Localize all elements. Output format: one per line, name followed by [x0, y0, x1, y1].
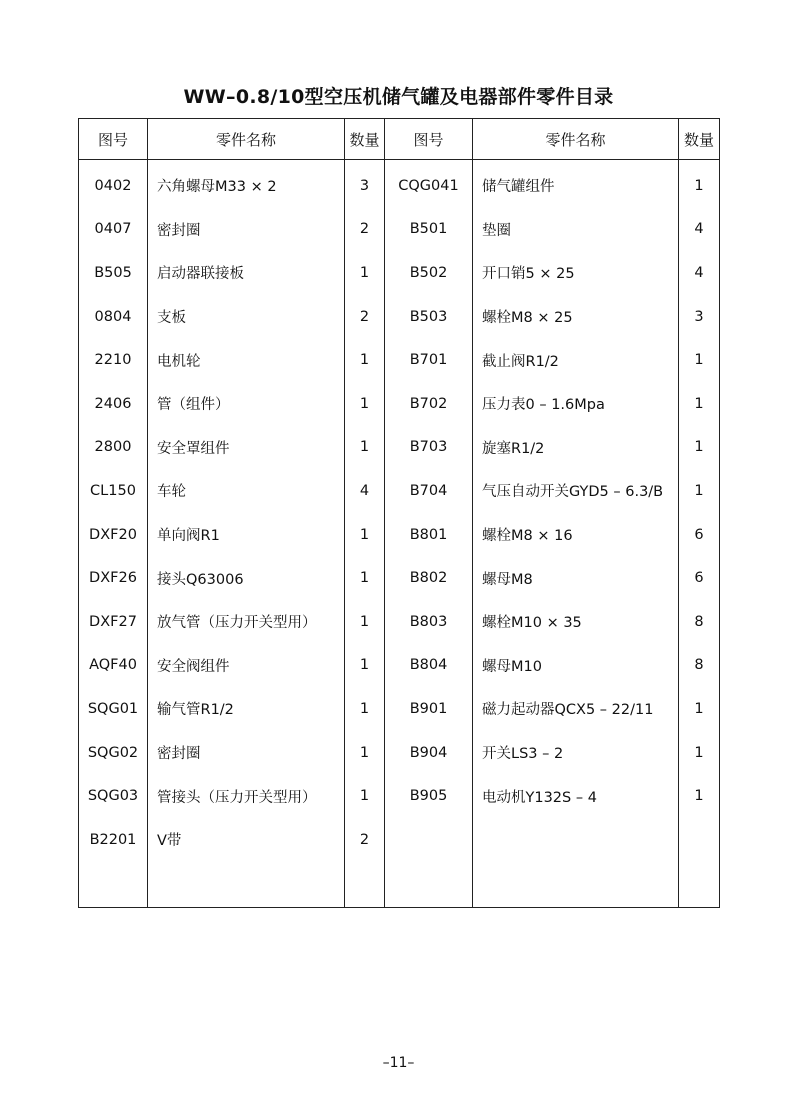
- left-part-qty: 1: [345, 600, 385, 644]
- left-part-code: 2210: [79, 338, 148, 382]
- right-part-qty: 8: [679, 644, 720, 688]
- left-part-qty: 1: [345, 251, 385, 295]
- left-part-qty: 1: [345, 426, 385, 470]
- left-part-name: 接头Q63006: [148, 556, 345, 600]
- header-qty-right: 数量: [679, 119, 720, 160]
- left-part-name: 支板: [148, 295, 345, 339]
- left-part-qty: 1: [345, 774, 385, 818]
- right-part-code: CQG041: [385, 160, 473, 208]
- right-part-name: 气压自动开关GYD5 – 6.3/B: [473, 469, 679, 513]
- right-part-name: 储气罐组件: [473, 160, 679, 208]
- table-row: [79, 774, 720, 818]
- filler-cell: [385, 862, 473, 908]
- filler-cell: [148, 862, 345, 908]
- right-part-code: B502: [385, 251, 473, 295]
- left-part-name: 放气管（压力开关型用）: [148, 600, 345, 644]
- filler-row: [79, 862, 720, 908]
- left-part-code: DXF20: [79, 513, 148, 557]
- left-part-qty: 1: [345, 338, 385, 382]
- right-part-qty: 1: [679, 469, 720, 513]
- left-part-name: 六角螺母M33 × 2: [148, 160, 345, 208]
- left-part-name: 单向阀R1: [148, 513, 345, 557]
- left-part-qty: 4: [345, 469, 385, 513]
- left-part-name: V带: [148, 818, 345, 862]
- parts-body: [79, 160, 720, 908]
- left-part-code: AQF40: [79, 644, 148, 688]
- right-part-name: 截止阀R1/2: [473, 338, 679, 382]
- header-code-right: 图号: [385, 119, 473, 160]
- right-part-name: 螺栓M10 × 35: [473, 600, 679, 644]
- right-part-qty: 1: [679, 382, 720, 426]
- right-part-name: 螺母M8: [473, 556, 679, 600]
- header-row: [79, 119, 720, 160]
- right-part-name: 螺栓M8 × 25: [473, 295, 679, 339]
- right-part-name: 螺栓M8 × 16: [473, 513, 679, 557]
- left-part-name: 电机轮: [148, 338, 345, 382]
- right-part-qty: 6: [679, 556, 720, 600]
- left-part-qty: 1: [345, 687, 385, 731]
- right-part-qty: 6: [679, 513, 720, 557]
- page-number: –11–: [382, 1055, 415, 1071]
- left-part-code: DXF26: [79, 556, 148, 600]
- parts-table: [78, 118, 720, 908]
- left-part-code: SQG02: [79, 731, 148, 775]
- table-row: [79, 208, 720, 252]
- right-part-qty: 3: [679, 295, 720, 339]
- left-part-code: SQG01: [79, 687, 148, 731]
- right-part-code: B501: [385, 208, 473, 252]
- filler-cell: [679, 862, 720, 908]
- left-part-qty: 2: [345, 208, 385, 252]
- table-row: [79, 818, 720, 862]
- right-part-code: B701: [385, 338, 473, 382]
- right-part-code: B702: [385, 382, 473, 426]
- left-part-code: SQG03: [79, 774, 148, 818]
- left-part-qty: 1: [345, 513, 385, 557]
- right-part-name: 垫圈: [473, 208, 679, 252]
- table-row: [79, 731, 720, 775]
- right-part-name: [473, 818, 679, 862]
- right-part-code: [385, 818, 473, 862]
- right-part-qty: 8: [679, 600, 720, 644]
- right-part-name: 旋塞R1/2: [473, 426, 679, 470]
- table-row: [79, 426, 720, 470]
- left-part-code: 0402: [79, 160, 148, 208]
- right-part-code: B803: [385, 600, 473, 644]
- left-part-qty: 1: [345, 382, 385, 426]
- right-part-qty: 1: [679, 687, 720, 731]
- left-part-code: 0804: [79, 295, 148, 339]
- left-part-code: B505: [79, 251, 148, 295]
- left-part-qty: 1: [345, 731, 385, 775]
- document-title: WW–0.8/10型空压机储气罐及电器部件零件目录: [183, 86, 614, 108]
- right-part-qty: 1: [679, 774, 720, 818]
- right-part-code: B804: [385, 644, 473, 688]
- right-part-qty: [679, 818, 720, 862]
- right-part-qty: 4: [679, 208, 720, 252]
- table-row: [79, 251, 720, 295]
- table-row: [79, 469, 720, 513]
- table-row: [79, 513, 720, 557]
- right-part-code: B905: [385, 774, 473, 818]
- table-row: [79, 644, 720, 688]
- right-part-qty: 1: [679, 731, 720, 775]
- right-part-code: B703: [385, 426, 473, 470]
- right-part-name: 压力表0 – 1.6Mpa: [473, 382, 679, 426]
- left-part-name: 启动器联接板: [148, 251, 345, 295]
- right-part-name: 螺母M10: [473, 644, 679, 688]
- right-part-qty: 1: [679, 160, 720, 208]
- left-part-code: 2800: [79, 426, 148, 470]
- right-part-code: B802: [385, 556, 473, 600]
- left-part-name: 密封圈: [148, 208, 345, 252]
- table-row: [79, 160, 720, 208]
- right-part-code: B801: [385, 513, 473, 557]
- table-row: [79, 295, 720, 339]
- filler-cell: [345, 862, 385, 908]
- filler-cell: [473, 862, 679, 908]
- table-row: [79, 600, 720, 644]
- right-part-name: 开口销5 × 25: [473, 251, 679, 295]
- table-row: [79, 556, 720, 600]
- header-name-right: 零件名称: [473, 119, 679, 160]
- filler-cell: [79, 862, 148, 908]
- left-part-name: 管接头（压力开关型用）: [148, 774, 345, 818]
- left-part-name: 车轮: [148, 469, 345, 513]
- table-row: [79, 382, 720, 426]
- table-row: [79, 687, 720, 731]
- left-part-name: 密封圈: [148, 731, 345, 775]
- right-part-name: 磁力起动器QCX5 – 22/11: [473, 687, 679, 731]
- left-part-code: 2406: [79, 382, 148, 426]
- left-part-name: 管（组件）: [148, 382, 345, 426]
- left-part-qty: 3: [345, 160, 385, 208]
- header-qty-left: 数量: [345, 119, 385, 160]
- left-part-code: 0407: [79, 208, 148, 252]
- right-part-code: B901: [385, 687, 473, 731]
- left-part-qty: 1: [345, 644, 385, 688]
- left-part-code: B2201: [79, 818, 148, 862]
- right-part-qty: 1: [679, 338, 720, 382]
- left-part-code: CL150: [79, 469, 148, 513]
- left-part-qty: 1: [345, 556, 385, 600]
- left-part-name: 输气管R1/2: [148, 687, 345, 731]
- left-part-qty: 2: [345, 818, 385, 862]
- header-code-left: 图号: [79, 119, 148, 160]
- header-name-left: 零件名称: [148, 119, 345, 160]
- right-part-qty: 1: [679, 426, 720, 470]
- left-part-name: 安全罩组件: [148, 426, 345, 470]
- left-part-qty: 2: [345, 295, 385, 339]
- right-part-code: B704: [385, 469, 473, 513]
- right-part-qty: 4: [679, 251, 720, 295]
- right-part-name: 开关LS3 – 2: [473, 731, 679, 775]
- table-row: [79, 338, 720, 382]
- right-part-code: B503: [385, 295, 473, 339]
- right-part-code: B904: [385, 731, 473, 775]
- left-part-code: DXF27: [79, 600, 148, 644]
- right-part-name: 电动机Y132S – 4: [473, 774, 679, 818]
- left-part-name: 安全阀组件: [148, 644, 345, 688]
